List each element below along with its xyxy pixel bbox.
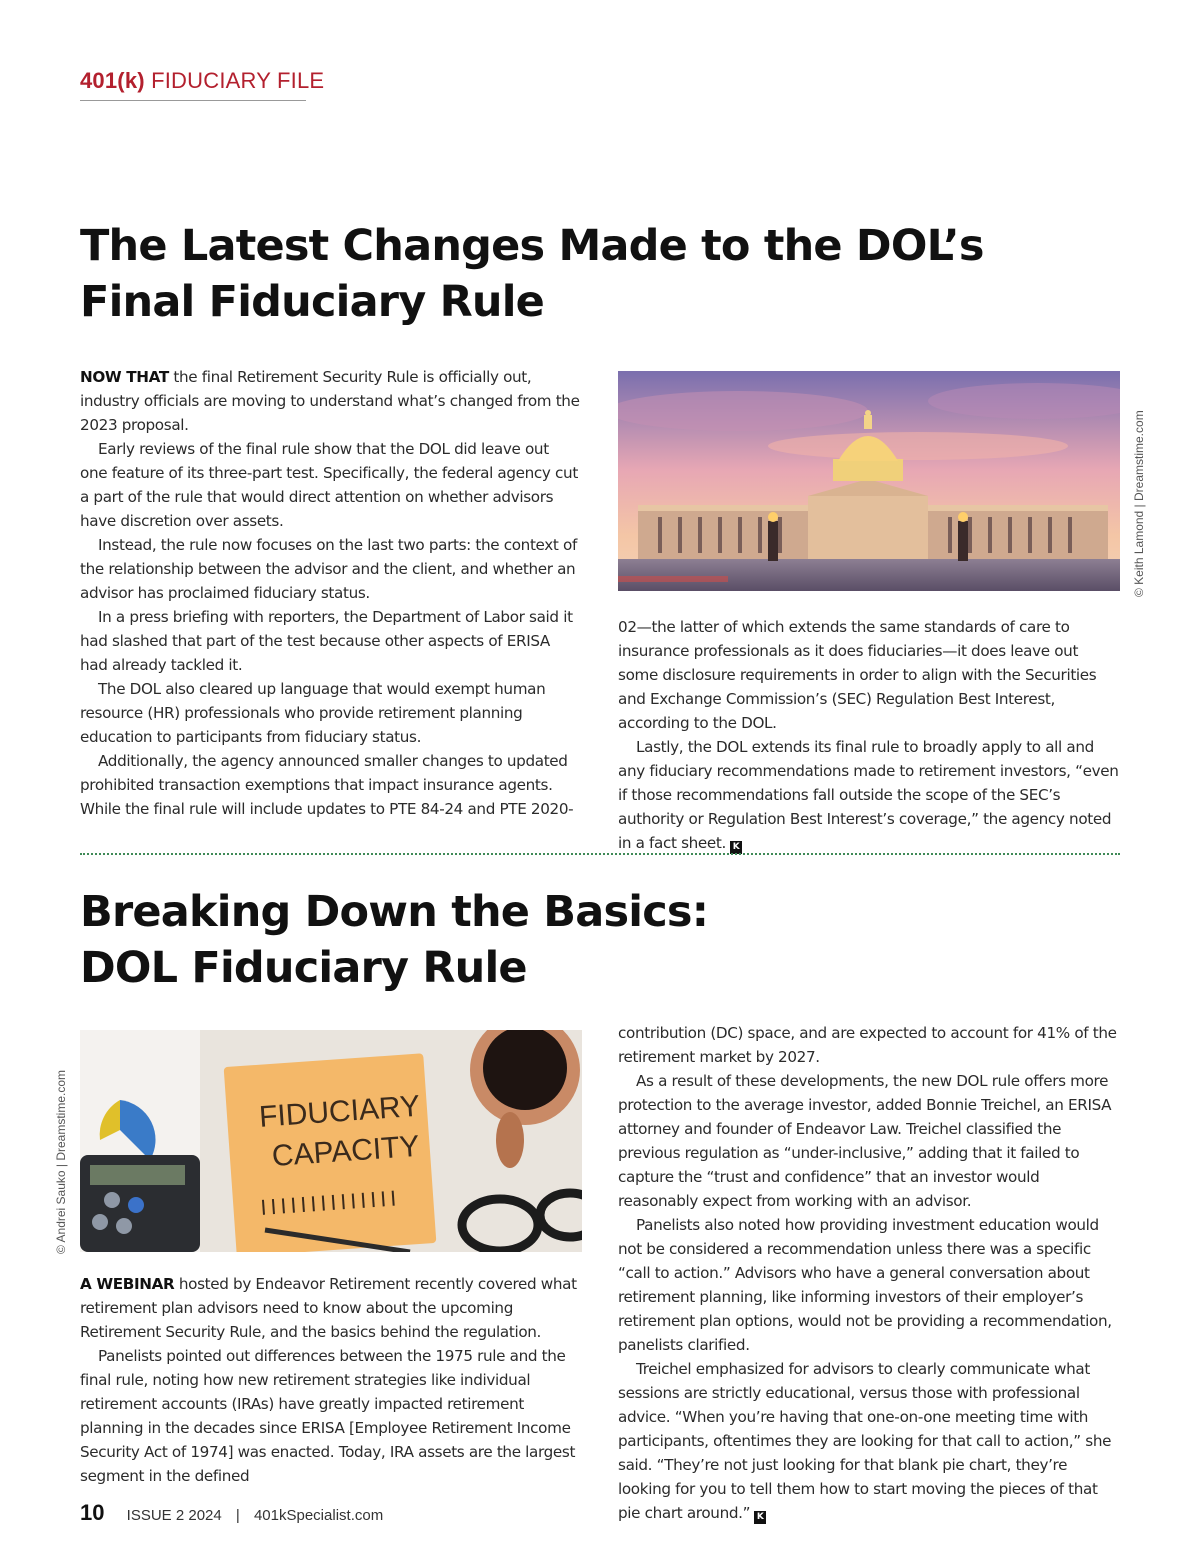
article2-paragraph: Panelists also noted how providing investment education would not be considered a recommendation unless there was a specific “call to action.” Advisors who have a general conversation about retirement planning, like informing investors of their employer’s retirement plan options, would not be providing a recommendation, panelists clarified. bbox=[618, 1216, 1112, 1354]
photo-text-fiduciary: FIDUCIARY bbox=[258, 1089, 422, 1134]
article2-paragraph: A WEBINAR hosted by Endeavor Retirement recently covered what retirement plan advisors need to know about the upcoming Retirement Security Rule, and the basics behind the regulation. bbox=[80, 1275, 577, 1341]
article2-title-line2: DOL Fiduciary Rule bbox=[80, 943, 527, 993]
fiduciary-capacity-photo bbox=[80, 1030, 582, 1252]
article1-paragraph: Instead, the rule now focuses on the last two parts: the context of the relationship between the advisor and the client, and whether an advisor has proclaimed fiduciary status. bbox=[80, 536, 577, 602]
article1-paragraph: Additionally, the agency announced smaller changes to updated prohibited transaction exemptions that impact insurance agents. While the final rule will include updates to PTE 84-24 and PTE 2020- bbox=[80, 752, 574, 818]
article2-paragraph: Treichel emphasized for advisors to clearly communicate what sessions are strictly educational, versus those with professional advice. “When you’re having that one-on-one meeting time with participants, oftentimes they are looking for that call to action,” she said. “They’re not just looking for that blank pie chart, they’re looking for you to tell them how to start moving the pieces of that pie chart around.” K bbox=[618, 1360, 1112, 1522]
article1-paragraph: In a press briefing with reporters, the Department of Labor said it had slashed that part of the test because other aspects of ERISA had already tackled it. bbox=[80, 608, 573, 674]
article1-photo-credit: © Keith Lamond | Dreamstime.com bbox=[1132, 410, 1146, 597]
article1-column-left bbox=[80, 365, 580, 821]
end-mark-icon: K bbox=[754, 1511, 766, 1524]
article2-lead: A WEBINAR bbox=[80, 1275, 175, 1293]
article2-title bbox=[80, 884, 708, 996]
article2-paragraph: Panelists pointed out differences between the 1975 rule and the final rule, noting how new retirement strategies like individual retirement accounts (IRAs) have greatly impacted retirement planning in the decades since ERISA [Employee Retirement Income Security Act of 1974] was enacted. Today, IRA assets are the largest segment in the defined bbox=[80, 1347, 576, 1485]
capitol-photo bbox=[618, 371, 1120, 591]
site-link[interactable]: 401kSpecialist.com bbox=[253, 1507, 384, 1524]
page-number: 10 bbox=[80, 1500, 105, 1525]
article2-paragraph: As a result of these developments, the new DOL rule offers more protection to the average investor, added Bonnie Treichel, an ERISA attorney and founder of Endeavor Law. Treichel classified the previous regulation as “under-inclusive,” adding that it failed to capture the “trust and confidence” that an investor would reasonably expect from working with an advisor. bbox=[618, 1072, 1112, 1210]
article2-photo-credit: © Andrei Sauko | Dreamstime.com bbox=[54, 1069, 68, 1254]
article1-paragraph: The DOL also cleared up language that would exempt human resource (HR) professionals who provide retirement planning education to participants from fiduciary status. bbox=[80, 680, 546, 746]
section-divider bbox=[80, 853, 1120, 855]
article1-title-line2: Final Fiduciary Rule bbox=[80, 277, 545, 327]
photo-text-capacity: CAPACITY bbox=[270, 1129, 421, 1174]
page-footer bbox=[80, 1500, 383, 1526]
article2-title-line1: Breaking Down the Basics: bbox=[80, 887, 709, 937]
section-tag-rest: FIDUCIARY FILE bbox=[151, 68, 325, 93]
section-tag bbox=[80, 68, 325, 101]
article1-title bbox=[80, 218, 984, 330]
end-mark-icon: K bbox=[730, 841, 742, 854]
article2-column-right bbox=[618, 1021, 1120, 1525]
footer-separator: | bbox=[235, 1507, 240, 1524]
article1-lead: NOW THAT bbox=[80, 368, 169, 386]
article1-title-line1: The Latest Changes Made to the DOL’s bbox=[80, 221, 984, 271]
capitol-illustration bbox=[618, 371, 1120, 591]
article2-column-left bbox=[80, 1272, 582, 1488]
article2-paragraph: contribution (DC) space, and are expected to account for 41% of the retirement market by 2027. bbox=[618, 1024, 1117, 1066]
issue-label: ISSUE 2 2024 bbox=[126, 1507, 222, 1524]
article1-column-right bbox=[618, 615, 1120, 855]
section-tag-bold: 401(k) bbox=[80, 68, 145, 93]
article1-paragraph: NOW THAT the final Retirement Security Rule is officially out, industry officials are moving to understand what’s changed from the 2023 proposal. bbox=[80, 368, 580, 434]
fiduciary-notebook-illustration bbox=[80, 1030, 582, 1252]
article1-paragraph: Early reviews of the final rule show that the DOL did leave out one feature of its three-part test. Specifically, the federal agency cut a part of the rule that would direct attention on whether advisors have discretion over assets. bbox=[80, 440, 578, 530]
article1-paragraph: Lastly, the DOL extends its final rule to broadly apply to all and any fiduciary recommendations made to retirement investors, “even if those recommendations fall outside the scope of the SEC’s authority or Regulation Best Interest’s coverage,” the agency noted in a fact sheet. K bbox=[618, 738, 1119, 852]
article1-paragraph: 02—the latter of which extends the same standards of care to insurance professionals as it does fiduciaries—it does leave out some disclosure requirements in order to align with the Securities and Exchange Commission’s (SEC) Regulation Best Interest, according to the DOL. bbox=[618, 618, 1097, 732]
